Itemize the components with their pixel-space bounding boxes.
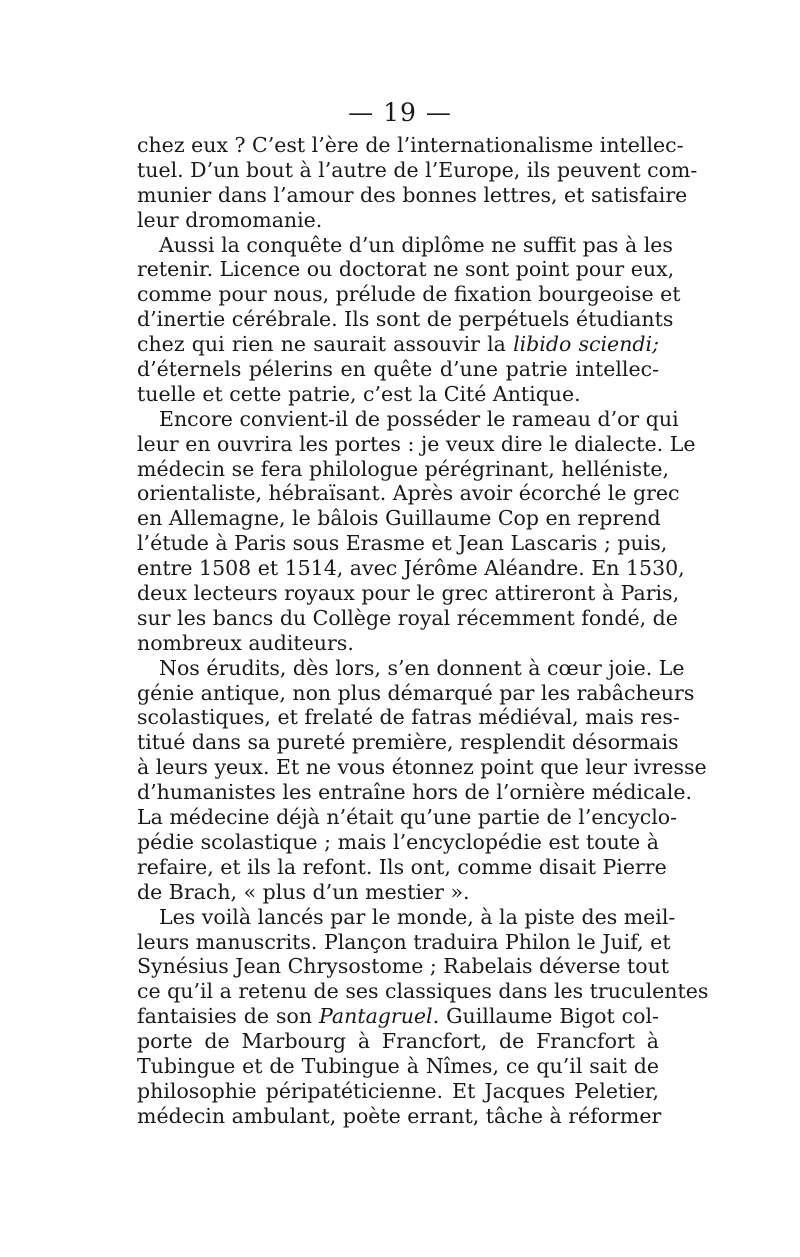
text-line: scolastiques, et frelaté de fatras médiéval, mais res- bbox=[137, 705, 680, 730]
text-line: orientaliste, hébraïsant. Après avoir écorché le grec bbox=[137, 481, 680, 506]
text-line bbox=[137, 1004, 659, 1029]
italic-title: Pantagruel. bbox=[319, 1004, 440, 1029]
text-line: l’étude à Paris sous Erasme et Jean Lascaris ; puis, bbox=[137, 531, 668, 556]
text-line: porte de Marbourg à Francfort, de Francfort à bbox=[137, 1029, 659, 1054]
text-line: leurs manuscrits. Plançon traduira Philon le Juif, et bbox=[137, 929, 671, 954]
text-line: d’inertie cérébrale. Ils sont de perpétuels étudiants bbox=[137, 307, 674, 332]
line-text: fantaisies de son bbox=[137, 1004, 320, 1029]
text-line: chez eux ? C’est l’ère de l’internationalisme intellec- bbox=[137, 133, 684, 157]
paragraph-start-line: Aussi la conquête d’un diplôme ne suffit pas à les bbox=[159, 232, 673, 257]
text-line: en Allemagne, le bâlois Guillaume Cop en reprend bbox=[137, 506, 661, 531]
text-line: médecin se fera philologue pérégrinant, helléniste, bbox=[137, 456, 669, 481]
text-line: sur les bancs du Collège royal récemment fondé, de bbox=[137, 605, 678, 630]
text-line: entre 1508 et 1514, avec Jérôme Aléandre. En 1530, bbox=[137, 556, 685, 581]
paragraph-start-line: Nos érudits, dès lors, s’en donnent à cœur joie. Le bbox=[159, 655, 685, 680]
line-text: Guillaume Bigot col- bbox=[439, 1004, 659, 1029]
text-line: philosophie péripatéticienne. Et Jacques Peletier, bbox=[137, 1078, 659, 1103]
paragraph-start-line: Encore convient-il de posséder le rameau d’or qui bbox=[159, 406, 679, 431]
body-text bbox=[137, 133, 709, 1129]
page-number: — 19 — bbox=[348, 98, 452, 127]
text-line: nombreux auditeurs. bbox=[137, 630, 354, 655]
text-line: ce qu’il a retenu de ses classiques dans les truculentes bbox=[137, 979, 709, 1004]
italic-phrase: libido sciendi; bbox=[513, 332, 659, 357]
text-line bbox=[137, 332, 659, 357]
text-line: Synésius Jean Chrysostome ; Rabelais déverse tout bbox=[137, 954, 670, 979]
text-line: tuel. D’un bout à l’autre de l’Europe, ils peuvent com- bbox=[137, 157, 698, 182]
text-line: d’éternels pélerins en quête d’une patrie intellec- bbox=[137, 357, 659, 382]
text-line: pédie scolastique ; mais l’encyclopédie est toute à bbox=[137, 829, 659, 854]
text-line: Tubingue et de Tubingue à Nîmes, ce qu’il sait de bbox=[137, 1053, 659, 1078]
text-line: leur dromomanie. bbox=[137, 207, 323, 232]
text-line: refaire, et ils la refont. Ils ont, comme disait Pierre bbox=[137, 854, 667, 879]
text-line: La médecine déjà n’était qu’une partie de l’encyclo- bbox=[137, 805, 678, 830]
text-line: à leurs yeux. Et ne vous étonnez point que leur ivresse bbox=[137, 755, 707, 780]
text-line: tuelle et cette patrie, c’est la Cité Antique. bbox=[137, 381, 581, 406]
text-line: de Brach, « plus d’un mestier ». bbox=[137, 879, 470, 904]
text-line: retenir. Licence ou doctorat ne sont point pour eux, bbox=[137, 257, 675, 282]
text-line: comme pour nous, prélude de fixation bourgeoise et bbox=[137, 282, 681, 307]
line-text: chez qui rien ne saurait assouvir la bbox=[137, 332, 514, 357]
text-line: génie antique, non plus démarqué par les rabâcheurs bbox=[137, 680, 695, 705]
text-line: deux lecteurs royaux pour le grec attireront à Paris, bbox=[137, 581, 680, 606]
text-line: médecin ambulant, poète errant, tâche à réformer bbox=[137, 1103, 662, 1128]
text-line: titué dans sa pureté première, resplendit désormais bbox=[137, 730, 679, 755]
paragraph-start-line: Les voilà lancés par le monde, à la piste des meil- bbox=[159, 904, 676, 929]
text-line: d’humanistes les entraîne hors de l’ornière médicale. bbox=[137, 780, 692, 805]
text-line: munier dans l’amour des bonnes lettres, et satisfaire bbox=[137, 182, 688, 207]
text-line: leur en ouvrira les portes : je veux dire le dialecte. Le bbox=[137, 431, 696, 456]
